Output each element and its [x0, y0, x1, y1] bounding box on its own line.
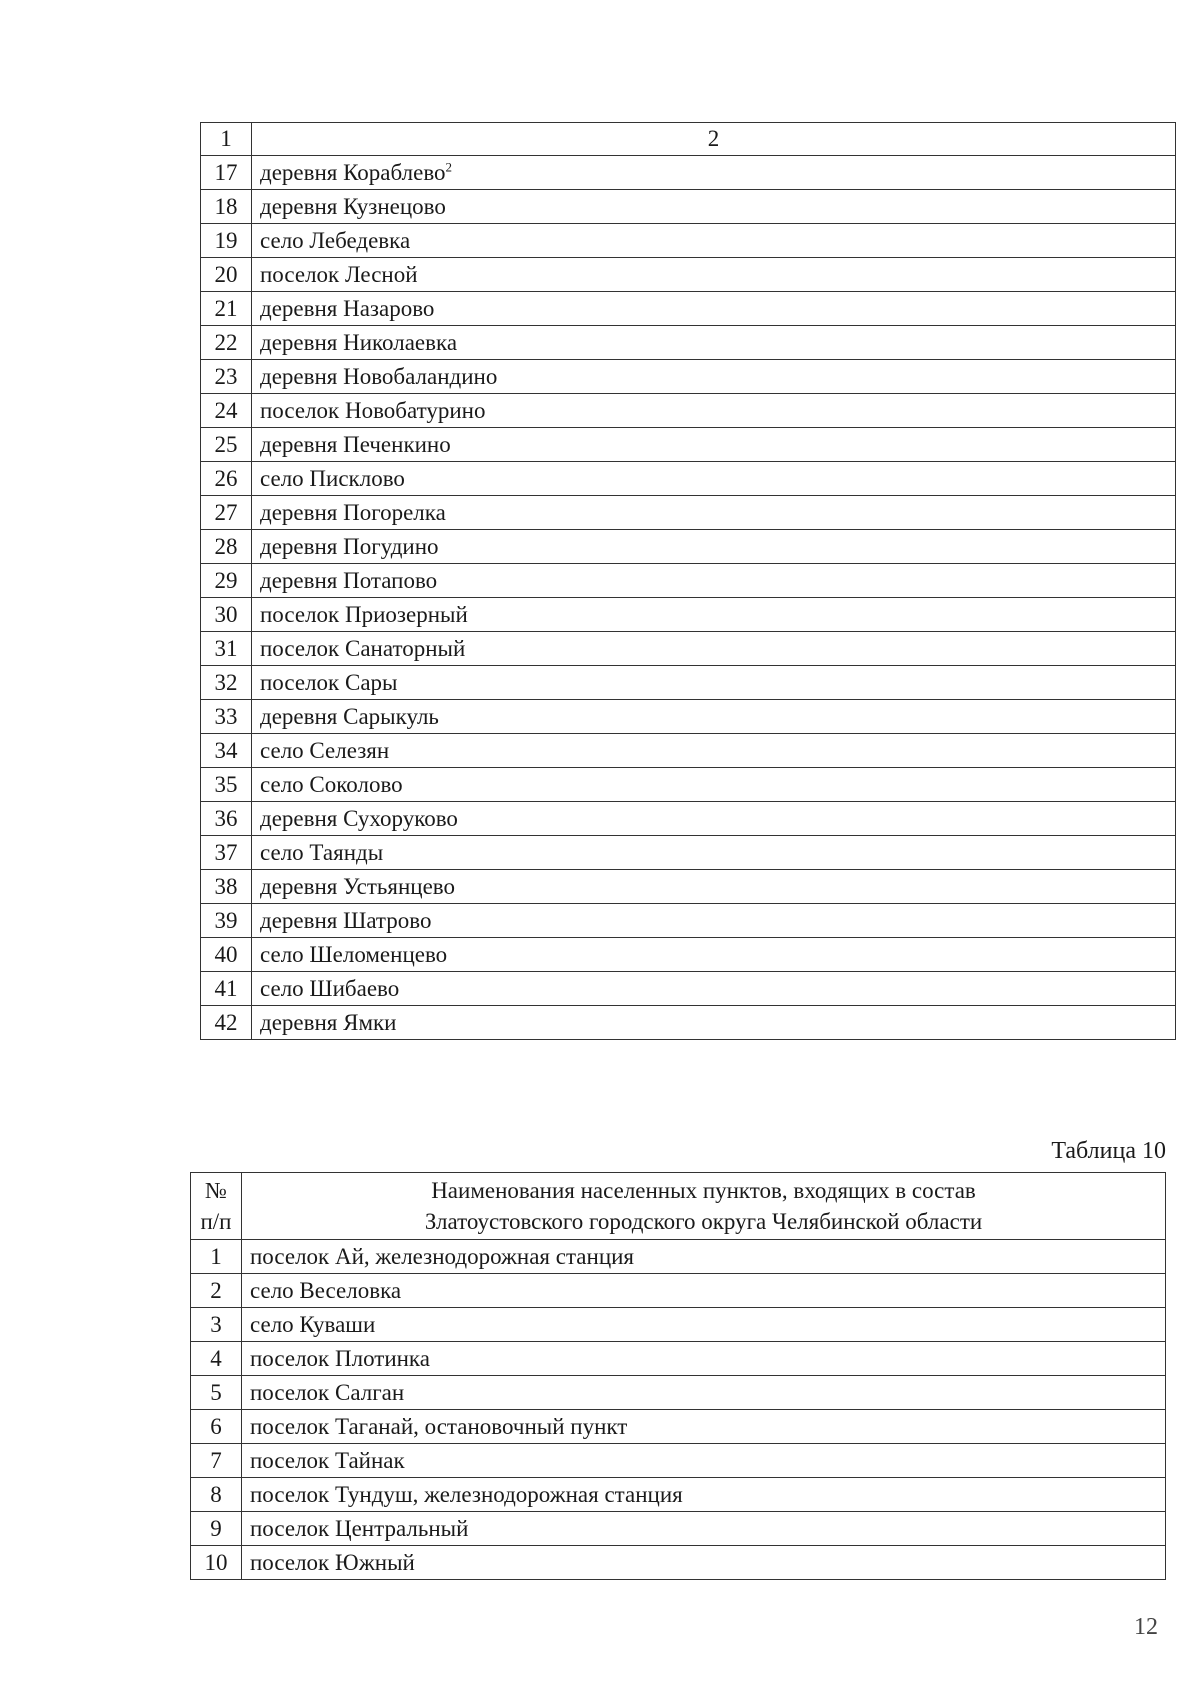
table-header-row [191, 1173, 1166, 1240]
table-row [191, 1240, 1166, 1274]
row-number: 24 [201, 394, 252, 428]
table-row [191, 1546, 1166, 1580]
table-row [201, 938, 1176, 972]
row-number: 4 [191, 1342, 242, 1376]
table-row [191, 1342, 1166, 1376]
settlement-name: поселок Тундуш, железнодорожная станция [250, 1481, 683, 1507]
settlement-name: деревня Сарыкуль [260, 703, 439, 729]
row-number: 27 [201, 496, 252, 530]
settlement-name: деревня Назарово [260, 295, 435, 321]
settlement-name-cell [242, 1376, 1166, 1410]
table-row [201, 394, 1176, 428]
settlement-name: деревня Ямки [260, 1009, 397, 1035]
settlement-name: село Куваши [250, 1311, 376, 1337]
settlement-name-cell [242, 1240, 1166, 1274]
settlement-name-cell [252, 496, 1176, 530]
settlement-name: деревня Сухоруково [260, 805, 458, 831]
row-number: 28 [201, 530, 252, 564]
table-row [201, 870, 1176, 904]
table-caption: Таблица 10 [1051, 1138, 1166, 1164]
settlement-name-cell [252, 394, 1176, 428]
name-header-line-1: Наименования населенных пунктов, входящих в состав [431, 1178, 976, 1203]
settlement-name: деревня Кораблево [260, 159, 446, 185]
settlement-name: деревня Николаевка [260, 329, 458, 355]
settlement-name: поселок Плотинка [250, 1345, 430, 1371]
table-row [201, 632, 1176, 666]
settlement-name: поселок Центральный [250, 1515, 469, 1541]
settlement-name-cell [242, 1546, 1166, 1580]
name-column-header [242, 1173, 1166, 1240]
settlement-name: деревня Шатрово [260, 907, 432, 933]
table-row [201, 428, 1176, 462]
table-row [201, 1006, 1176, 1040]
row-number: 30 [201, 598, 252, 632]
row-number: 40 [201, 938, 252, 972]
row-number: 36 [201, 802, 252, 836]
table-row [201, 802, 1176, 836]
footnote-marker: 2 [445, 158, 453, 174]
table-row [191, 1410, 1166, 1444]
ordinal-abbrev: п/п [200, 1209, 232, 1234]
table-row [201, 972, 1176, 1006]
settlement-name-cell [252, 972, 1176, 1006]
settlement-name-cell [242, 1410, 1166, 1444]
number-sign: № [205, 1178, 227, 1203]
settlement-name-cell [252, 632, 1176, 666]
table-row [201, 190, 1176, 224]
settlement-name-cell [252, 768, 1176, 802]
table-row [191, 1376, 1166, 1410]
table-row [201, 904, 1176, 938]
row-number: 41 [201, 972, 252, 1006]
settlement-name: село Соколово [260, 771, 403, 797]
table-row [191, 1444, 1166, 1478]
settlement-name-cell [252, 462, 1176, 496]
settlement-name-cell [242, 1444, 1166, 1478]
settlement-name: поселок Салган [250, 1379, 405, 1405]
settlement-name: деревня Устьянцево [260, 873, 455, 899]
row-number: 22 [201, 326, 252, 360]
settlement-name-cell [252, 156, 1176, 190]
row-number: 1 [191, 1240, 242, 1274]
row-number: 17 [201, 156, 252, 190]
page-number: 12 [1134, 1614, 1158, 1640]
settlement-name-cell [252, 190, 1176, 224]
settlement-name: деревня Погорелка [260, 499, 446, 525]
settlement-name-cell [252, 530, 1176, 564]
row-number: 21 [201, 292, 252, 326]
settlement-name-cell [252, 326, 1176, 360]
settlement-name: поселок Лесной [260, 261, 418, 287]
settlements-table-continued [200, 122, 1176, 1040]
settlement-name-cell [252, 1006, 1176, 1040]
row-number: 26 [201, 462, 252, 496]
row-number: 25 [201, 428, 252, 462]
table-row [201, 496, 1176, 530]
row-number: 23 [201, 360, 252, 394]
settlement-name-cell [242, 1342, 1166, 1376]
row-number: 37 [201, 836, 252, 870]
settlement-name: деревня Погудино [260, 533, 439, 559]
table-header-row [201, 123, 1176, 156]
settlement-name: поселок Приозерный [260, 601, 468, 627]
row-number: 35 [201, 768, 252, 802]
settlement-name-cell [252, 360, 1176, 394]
settlement-name: село Веселовка [250, 1277, 402, 1303]
row-number: 10 [191, 1546, 242, 1580]
table-row [201, 700, 1176, 734]
settlement-name: деревня Кузнецово [260, 193, 446, 219]
settlement-name: село Лебедевка [260, 227, 411, 253]
table-row [201, 768, 1176, 802]
row-number: 31 [201, 632, 252, 666]
settlement-name-cell [252, 904, 1176, 938]
table-row [201, 734, 1176, 768]
table-row [201, 598, 1176, 632]
table-row [201, 292, 1176, 326]
table-row [191, 1308, 1166, 1342]
row-number: 7 [191, 1444, 242, 1478]
settlement-name: село Писклово [260, 465, 405, 491]
row-number: 38 [201, 870, 252, 904]
settlement-name-cell [252, 428, 1176, 462]
row-number: 32 [201, 666, 252, 700]
settlement-name: село Селезян [260, 737, 390, 763]
settlement-name-cell [252, 734, 1176, 768]
settlement-name-cell [242, 1274, 1166, 1308]
settlement-name-cell [252, 938, 1176, 972]
settlement-name: поселок Тайнак [250, 1447, 405, 1473]
row-number: 33 [201, 700, 252, 734]
table-row [201, 836, 1176, 870]
settlement-name: деревня Печенкино [260, 431, 451, 457]
row-number: 20 [201, 258, 252, 292]
settlement-name: поселок Санаторный [260, 635, 466, 661]
settlement-name: поселок Южный [250, 1549, 415, 1575]
row-number: 42 [201, 1006, 252, 1040]
table-row [201, 666, 1176, 700]
table-row [201, 258, 1176, 292]
table-row [201, 564, 1176, 598]
row-number: 6 [191, 1410, 242, 1444]
settlement-name-cell [252, 802, 1176, 836]
zlatoust-settlements-table [190, 1172, 1166, 1580]
settlement-name-cell [252, 564, 1176, 598]
row-number: 8 [191, 1478, 242, 1512]
table-row [191, 1274, 1166, 1308]
table-row [201, 156, 1176, 190]
settlement-name-cell [252, 598, 1176, 632]
row-number: 2 [191, 1274, 242, 1308]
settlement-name: деревня Новобаландино [260, 363, 498, 389]
row-number: 39 [201, 904, 252, 938]
row-number: 34 [201, 734, 252, 768]
row-number: 19 [201, 224, 252, 258]
settlement-name: село Шибаево [260, 975, 400, 1001]
table-row [191, 1478, 1166, 1512]
settlement-name: село Шеломенцево [260, 941, 448, 967]
settlement-name-cell [252, 292, 1176, 326]
settlement-name-cell [242, 1512, 1166, 1546]
table-row [201, 326, 1176, 360]
row-number: 9 [191, 1512, 242, 1546]
row-number: 5 [191, 1376, 242, 1410]
settlement-name: поселок Таганай, остановочный пункт [250, 1413, 628, 1439]
column-2-header: 2 [252, 123, 1176, 156]
table-row [201, 530, 1176, 564]
settlement-name: поселок Ай, железнодорожная станция [250, 1243, 635, 1269]
table-row [201, 360, 1176, 394]
settlement-name: село Таянды [260, 839, 384, 865]
row-number: 3 [191, 1308, 242, 1342]
table-row [191, 1512, 1166, 1546]
settlement-name-cell [252, 666, 1176, 700]
table-row [201, 224, 1176, 258]
row-number: 29 [201, 564, 252, 598]
settlement-name: поселок Сары [260, 669, 398, 695]
number-column-header [191, 1173, 242, 1240]
settlement-name-cell [252, 224, 1176, 258]
settlement-name: поселок Новобатурино [260, 397, 486, 423]
settlement-name-cell [242, 1478, 1166, 1512]
name-header-line-2: Златоустовского городского округа Челябинской области [424, 1209, 983, 1234]
row-number: 18 [201, 190, 252, 224]
settlement-name-cell [252, 870, 1176, 904]
settlement-name-cell [252, 836, 1176, 870]
settlement-name-cell [242, 1308, 1166, 1342]
table-row [201, 462, 1176, 496]
settlement-name-cell [252, 258, 1176, 292]
column-1-header: 1 [201, 123, 252, 156]
settlement-name: деревня Потапово [260, 567, 438, 593]
settlement-name-cell [252, 700, 1176, 734]
